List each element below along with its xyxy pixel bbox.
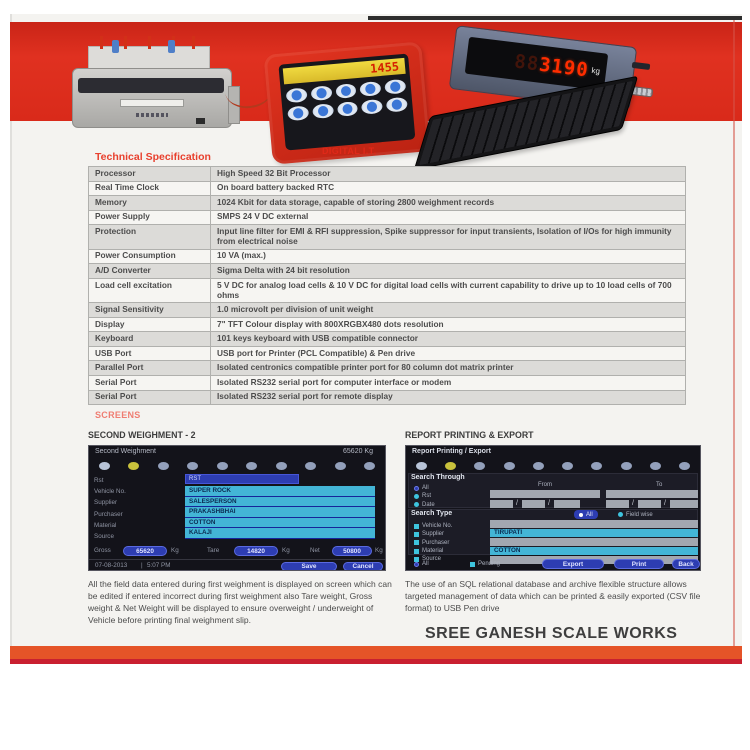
printer-pin — [192, 36, 195, 49]
screens-heading: SCREENS — [95, 410, 141, 420]
table-row — [89, 346, 686, 361]
table-row — [89, 317, 686, 332]
cancel-button[interactable]: Cancel — [343, 562, 383, 571]
spec-label: Serial Port — [89, 376, 211, 391]
print-button[interactable]: Print — [614, 559, 664, 569]
spec-label: Load cell excitation — [89, 278, 211, 303]
export-button[interactable]: Export — [542, 559, 604, 569]
gross-label: Gross — [94, 547, 111, 554]
printer-logo — [136, 113, 168, 117]
spec-value: SMPS 24 V DC external — [211, 210, 686, 225]
table-row — [89, 303, 686, 318]
table-row — [89, 390, 686, 405]
toolbar-icon[interactable] — [305, 462, 316, 470]
toolbar-icon[interactable] — [504, 462, 515, 470]
report-export-screenshot — [405, 445, 701, 571]
spec-label: A/D Converter — [89, 264, 211, 279]
printer-body — [72, 68, 232, 128]
toolbar-icon[interactable] — [533, 462, 544, 470]
radio-date[interactable]: Date — [414, 501, 435, 509]
printer-knob — [168, 40, 175, 53]
material-field[interactable]: COTTON — [490, 547, 698, 555]
net-value: 50800 — [332, 546, 372, 556]
spec-value: Isolated centronics compatible printer port for 80 column dot matrix printer — [211, 361, 686, 376]
radio-icon — [414, 562, 419, 567]
spec-value: Sigma Delta with 24 bit resolution — [211, 264, 686, 279]
spec-value: 7" TFT Colour display with 800XRGBX480 dots resolution — [211, 317, 686, 332]
spec-value: Isolated RS232 serial port for computer interface or modem — [211, 376, 686, 391]
live-weight-readout: 65620 Kg — [343, 448, 373, 455]
spec-label: Real Time Clock — [89, 181, 211, 196]
dot-matrix-printer-image — [72, 44, 232, 134]
spec-value: 5 V DC for analog load cells & 10 V DC for digital load cells with current capability to drive up to 10 load cells of 700 ohms — [211, 278, 686, 303]
second-weighment-screenshot — [88, 445, 386, 571]
from-year-field[interactable] — [554, 500, 580, 508]
gross-value: 65620 — [123, 546, 167, 556]
search-type-checkboxes — [414, 522, 452, 563]
terminal-keypad — [286, 79, 408, 121]
terminal-key — [384, 79, 406, 95]
second-weighment-heading: SECOND WEIGHMENT - 2 — [88, 430, 196, 440]
save-button[interactable]: Save — [281, 562, 337, 571]
supplier-field[interactable]: TIRUPATI — [490, 529, 698, 537]
checkbox-purchaser[interactable]: Purchaser — [414, 539, 452, 547]
report-export-heading: REPORT PRINTING & EXPORT — [405, 430, 534, 440]
tare-value: 14820 — [234, 546, 278, 556]
list-item[interactable]: COTTON — [185, 518, 375, 529]
field-labels — [94, 477, 126, 544]
radio-icon — [618, 512, 623, 517]
status-bar — [89, 559, 385, 571]
terminal-key — [360, 81, 382, 97]
radio-rst[interactable]: Rst — [414, 492, 435, 500]
list-item[interactable]: KALAJI — [185, 528, 375, 539]
from-label: From — [538, 482, 552, 488]
toolbar-icon[interactable] — [621, 462, 632, 470]
radio-icon — [579, 513, 583, 517]
radio-icon — [414, 502, 419, 507]
spec-label: Keyboard — [89, 332, 211, 347]
radio-all[interactable]: All — [414, 484, 435, 492]
checkbox-icon — [414, 532, 419, 537]
screen-title: Second Weighment — [95, 448, 156, 455]
remote-display-ghost-digits: 88 — [513, 50, 541, 75]
date-separator: / — [664, 500, 666, 507]
spec-value: 101 keys keyboard with USB compatible connector — [211, 332, 686, 347]
spec-label: Serial Port — [89, 390, 211, 405]
remote-display-panel — [465, 37, 608, 91]
list-item[interactable]: SUPER ROCK — [185, 486, 375, 497]
company-name: SREE GANESH SCALE WORKS — [425, 625, 678, 642]
remote-display-antenna — [632, 62, 651, 70]
from-day-field[interactable] — [490, 500, 513, 508]
checkbox-icon — [414, 540, 419, 545]
checkbox-supplier[interactable]: Supplier — [414, 530, 452, 538]
report-export-caption: The use of an SQL relational database and archive flexible structure allows targeted management of data which can be printed & easily exported (CSV file format) to USB Pen drive — [405, 579, 701, 614]
search-through-label: Search Through — [411, 474, 465, 481]
list-item[interactable]: SALESPERSON — [185, 497, 375, 508]
spec-label: Processor — [89, 167, 211, 182]
checkbox-icon — [470, 562, 475, 567]
checkbox-icon — [414, 549, 419, 554]
spec-label: Parallel Port — [89, 361, 211, 376]
printer-pin — [148, 36, 151, 49]
mode-fieldwise-radio[interactable]: Field wise — [618, 510, 653, 519]
field-label: Source — [94, 532, 114, 540]
field-label: Vehicle No. — [94, 488, 126, 496]
toolbar-icon[interactable] — [416, 462, 427, 470]
spec-value: High Speed 32 Bit Processor — [211, 167, 686, 182]
toolbar-icon[interactable] — [276, 462, 287, 470]
toolbar-icon[interactable] — [128, 462, 139, 470]
spec-label: USB Port — [89, 346, 211, 361]
field-label: Rst — [94, 477, 104, 484]
radio-icon — [414, 486, 419, 491]
to-month-field[interactable] — [638, 500, 661, 508]
checkbox-source[interactable]: Source — [414, 555, 452, 563]
spec-label: Signal Sensitivity — [89, 303, 211, 318]
list-item[interactable]: PRAKASHBHAI — [185, 507, 375, 518]
spec-value: Isolated RS232 serial port for remote display — [211, 390, 686, 405]
checkbox-vehicle-no[interactable]: Vehicle No. — [414, 522, 452, 530]
second-weighment-caption: All the field data entered during first weighment is displayed on screen which can be edited if entered incorrect during first weighment also Tare weight, Gross weight & Net Weight will be displayed to ensure overweight / underweight of Vehicle before printing final weighment slip. — [88, 579, 392, 626]
terminal-key — [287, 105, 309, 121]
status-time: 5:07 PM — [147, 562, 171, 569]
toolbar — [93, 459, 381, 473]
table-row — [89, 210, 686, 225]
table-row — [89, 249, 686, 264]
back-button[interactable]: Back — [672, 559, 700, 569]
spec-value: 1024 Kbit for data storage, capable of storing 2800 weighment records — [211, 196, 686, 211]
brand-digital-it: DIGITAL I.T. — [322, 146, 377, 156]
date-separator: / — [632, 500, 634, 507]
field-label: Material — [94, 521, 117, 529]
status-separator: | — [141, 562, 143, 569]
status-date: 07-08-2013 — [95, 562, 128, 569]
spec-label: Power Consumption — [89, 249, 211, 264]
terminal-key — [337, 101, 359, 117]
dropdown-list — [185, 486, 375, 539]
toolbar-icon[interactable] — [562, 462, 573, 470]
to-field[interactable] — [606, 490, 698, 498]
remote-display-unit: kg — [591, 65, 601, 76]
terminal-key — [361, 99, 383, 115]
purchaser-field[interactable] — [490, 538, 698, 546]
tare-unit: Kg — [282, 547, 290, 554]
table-row — [89, 196, 686, 211]
field-label: Supplier — [94, 499, 118, 507]
terminal-key — [335, 83, 357, 99]
printer-pin — [100, 36, 103, 49]
toolbar-icon[interactable] — [445, 462, 456, 470]
dropdown-selected[interactable]: RST — [185, 474, 299, 484]
checkbox-icon — [414, 524, 419, 529]
terminal-key — [286, 87, 308, 103]
spec-label: Memory — [89, 196, 211, 211]
printer-label — [120, 99, 184, 107]
spec-value: 1.0 microvolt per division of unit weight — [211, 303, 686, 318]
pending-checkbox[interactable]: Pending — [470, 560, 500, 568]
footer-red-strip — [10, 659, 742, 664]
toolbar-icon[interactable] — [335, 462, 346, 470]
table-row — [89, 181, 686, 196]
toolbar-icon[interactable] — [364, 462, 375, 470]
toolbar — [410, 459, 696, 473]
toolbar-icon[interactable] — [99, 462, 110, 470]
to-day-field[interactable] — [606, 500, 629, 508]
to-year-field[interactable] — [670, 500, 698, 508]
spec-value: Input line filter for EMI & RFI suppression, Spike suppressor for input transients, Isolation of I/Os for high immunity from electrical noise — [211, 225, 686, 250]
table-row — [89, 264, 686, 279]
spec-value: 10 VA (max.) — [211, 249, 686, 264]
from-field[interactable] — [490, 490, 600, 498]
net-unit: Kg — [375, 547, 383, 554]
table-row — [89, 332, 686, 347]
date-separator: / — [548, 500, 550, 507]
toolbar-icon[interactable] — [158, 462, 169, 470]
checkbox-material[interactable]: Material — [414, 547, 452, 555]
toolbar-icon[interactable] — [187, 462, 198, 470]
table-row — [89, 361, 686, 376]
terminal-weight-value: 1455 — [369, 59, 400, 76]
table-row — [89, 225, 686, 250]
spec-label: Power Supply — [89, 210, 211, 225]
table-row — [89, 278, 686, 303]
vehicle-no-field[interactable] — [490, 520, 698, 528]
printer-pin — [124, 36, 127, 49]
search-type-label: Search Type — [411, 510, 453, 517]
spec-label: Protection — [89, 225, 211, 250]
mode-all-radio[interactable]: All — [574, 510, 598, 519]
net-label: Net — [310, 547, 320, 554]
spec-value: On board battery backed RTC — [211, 181, 686, 196]
screen-title: Report Printing / Export — [412, 448, 491, 455]
terminal-key — [386, 97, 408, 113]
terminal-screen — [278, 54, 415, 151]
remote-display-value: 3190 — [537, 53, 590, 81]
table-row — [89, 167, 686, 182]
spec-label: Display — [89, 317, 211, 332]
search-through-options — [414, 484, 435, 509]
all-radio[interactable]: All — [414, 560, 429, 568]
printer-front-strip — [78, 78, 224, 93]
toolbar-icon[interactable] — [679, 462, 690, 470]
toolbar-icon[interactable] — [474, 462, 485, 470]
page-right-edge — [733, 20, 735, 662]
toolbar-icon[interactable] — [217, 462, 228, 470]
gross-unit: Kg — [171, 547, 179, 554]
scan-edge-line — [368, 16, 742, 20]
terminal-key — [312, 103, 334, 119]
spec-table — [88, 166, 686, 405]
spec-value: USB port for Printer (PCL Compatible) & Pen drive — [211, 346, 686, 361]
to-label: To — [656, 482, 663, 488]
tare-label: Tare — [207, 547, 220, 554]
table-row — [89, 376, 686, 391]
printer-power-button — [196, 118, 205, 124]
from-month-field[interactable] — [522, 500, 545, 508]
date-separator: / — [516, 500, 518, 507]
toolbar-icon[interactable] — [591, 462, 602, 470]
printer-knob — [112, 40, 119, 53]
field-label: Purchaser — [94, 510, 123, 518]
terminal-key — [310, 85, 332, 101]
radio-icon — [414, 494, 419, 499]
toolbar-icon[interactable] — [246, 462, 257, 470]
toolbar-icon[interactable] — [650, 462, 661, 470]
spec-heading: Technical Specification — [95, 151, 211, 163]
